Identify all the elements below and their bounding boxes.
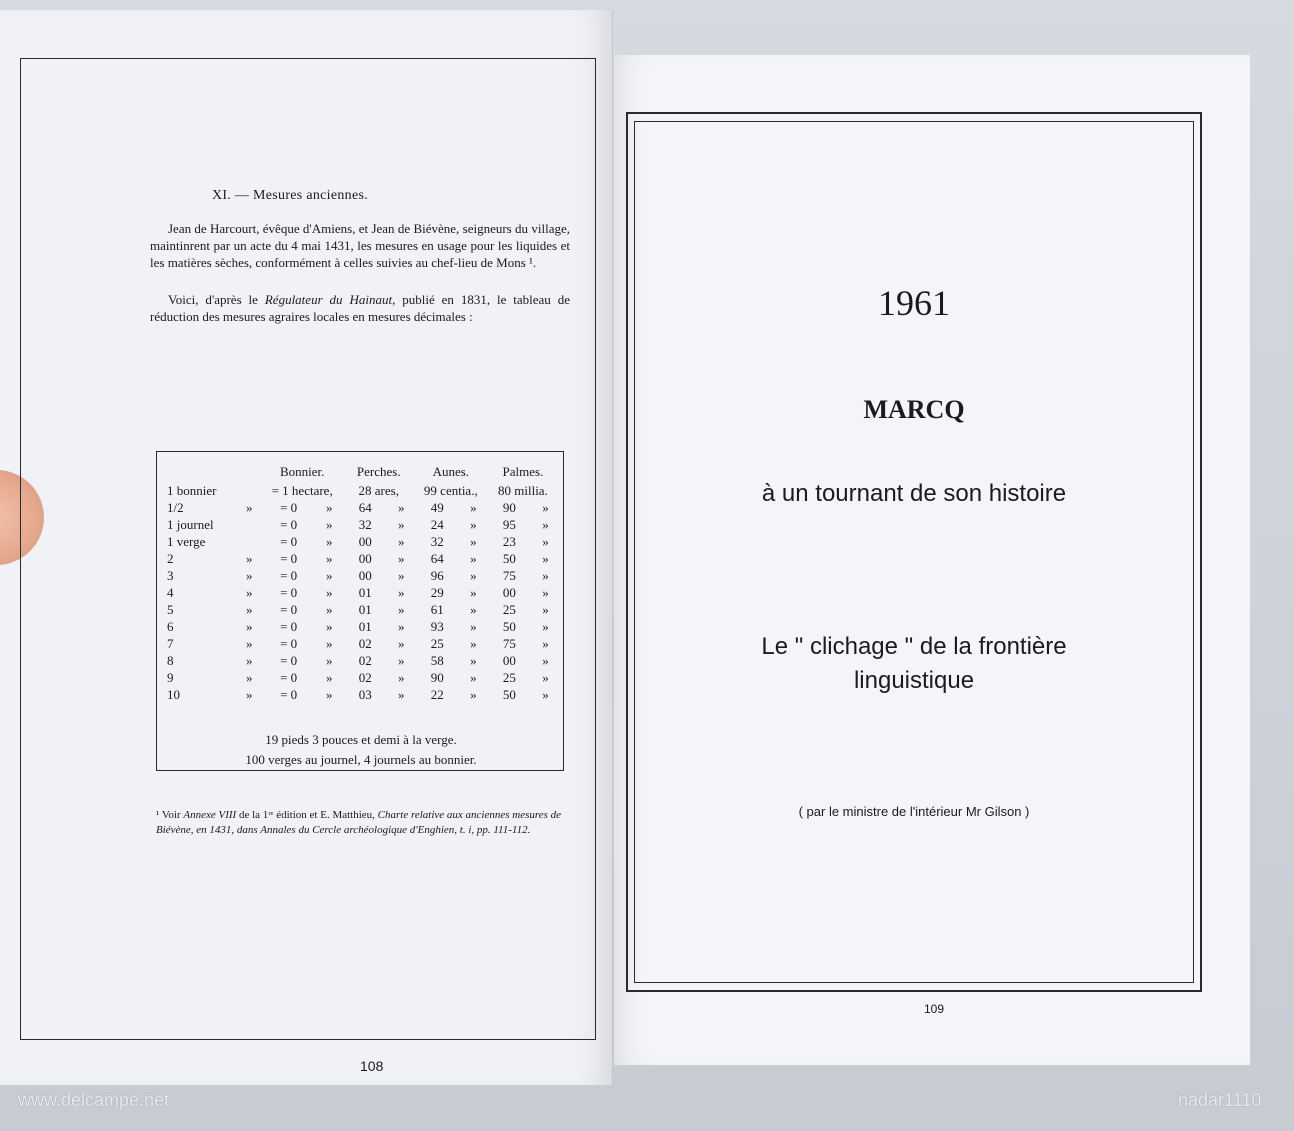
table-cell: » xyxy=(542,635,549,651)
table-row xyxy=(167,516,559,533)
table-cell: 28 ares, xyxy=(358,482,399,498)
table-cell xyxy=(237,533,262,550)
table-cell: 1 journel xyxy=(167,516,214,532)
table-cell: = 0 xyxy=(280,635,298,651)
table-cell: » xyxy=(398,567,405,583)
table-cell: » xyxy=(245,499,253,515)
table-cell: 50 xyxy=(502,618,516,634)
table-cell: » xyxy=(470,550,477,566)
paragraph-2 xyxy=(150,291,570,325)
table-cell: » xyxy=(245,652,253,668)
table-cell: 00 xyxy=(358,533,372,549)
table-cell: 8 xyxy=(167,652,174,668)
table-cell: 80 millia. xyxy=(498,482,548,498)
table-cell: = 0 xyxy=(280,567,298,583)
table-cell: » xyxy=(470,584,477,600)
table-cell: 3 xyxy=(167,567,174,583)
table-cell: = 0 xyxy=(280,499,298,515)
table-cell: 22 xyxy=(430,686,444,702)
year-title: 1961 xyxy=(878,283,950,323)
headline-line-2: linguistique xyxy=(853,667,975,694)
table-cell: » xyxy=(245,601,253,617)
table-cell: » xyxy=(542,533,549,549)
table-cell: 58 xyxy=(430,652,444,668)
table-cell: = 0 xyxy=(280,516,298,532)
footnote-part-e: Charte relative aux anciennes mesures de Biévène, en 1431, dans Annales du Cercle archéologique d'Enghien, t. i, pp. 111-112. xyxy=(156,809,562,836)
footnote xyxy=(156,808,566,838)
table-cell: 2 xyxy=(167,550,174,566)
table-cell: » xyxy=(325,652,333,668)
table-cell: 03 xyxy=(358,686,372,702)
table-cell: 49 xyxy=(430,499,444,515)
table-row xyxy=(167,669,559,686)
table-cell: » xyxy=(245,550,253,566)
table-cell: 00 xyxy=(502,652,516,668)
table-cell: 32 xyxy=(430,533,444,549)
table-cell: » xyxy=(398,635,405,651)
table-cell: » xyxy=(398,533,405,549)
table-header-aunes: Aunes. xyxy=(432,464,470,479)
table-cell: » xyxy=(542,686,549,702)
table-cell: » xyxy=(542,652,549,668)
page-number-right: 109 xyxy=(923,1002,945,1016)
table-cell: » xyxy=(325,686,333,702)
table-cell: » xyxy=(398,550,405,566)
table-cell: 29 xyxy=(430,584,444,600)
table-cell: = 0 xyxy=(280,669,298,685)
watermark-right: nadar1110 xyxy=(1178,1090,1262,1110)
table-cell: » xyxy=(470,533,477,549)
table-cell: » xyxy=(245,635,253,651)
table-cell: » xyxy=(542,601,549,617)
table-cell: » xyxy=(398,652,405,668)
headline xyxy=(634,630,1194,698)
table-cell: 25 xyxy=(502,601,516,617)
table-cell: » xyxy=(470,516,477,532)
table-cell: » xyxy=(325,584,333,600)
footnote-part-d: E. Matthieu, xyxy=(320,809,375,821)
table-cell: » xyxy=(325,533,333,549)
paragraph-2-italic: Régulateur du Hainaut xyxy=(264,292,393,307)
paragraph-1 xyxy=(150,220,570,271)
table-row xyxy=(167,686,559,703)
table-cell: 50 xyxy=(502,550,516,566)
table-cell: » xyxy=(470,652,477,668)
table-cell: » xyxy=(398,601,405,617)
table-notes xyxy=(157,730,565,770)
table-cell: » xyxy=(398,499,405,515)
table-cell: » xyxy=(542,567,549,583)
table-row xyxy=(167,550,559,567)
section-title: XI. — Mesures anciennes. xyxy=(211,188,369,203)
footnote-part-b: Annexe VIII xyxy=(183,809,237,821)
paragraph-2-text xyxy=(150,291,570,325)
subtitle: à un tournant de son histoire xyxy=(761,480,1067,507)
table-row xyxy=(167,499,559,516)
table-cell: » xyxy=(470,601,477,617)
table-cell: » xyxy=(245,584,253,600)
table-cell: 5 xyxy=(167,601,174,617)
table-header-palmes: Palmes. xyxy=(502,464,544,479)
table-cell: » xyxy=(542,669,549,685)
measures-table-box xyxy=(156,451,564,771)
headline-line-1: Le " clichage " de la frontière xyxy=(761,633,1067,660)
place-title: MARCQ xyxy=(863,395,965,424)
table-cell: » xyxy=(325,516,333,532)
table-cell: 00 xyxy=(358,550,372,566)
table-cell: = 0 xyxy=(280,584,298,600)
table-cell: 1 bonnier xyxy=(167,482,217,498)
footnote-part-c: de la 1ʳᵉ édition et xyxy=(236,809,321,821)
table-cell: » xyxy=(398,516,405,532)
table-cell: » xyxy=(398,584,405,600)
table-cell: 9 xyxy=(167,669,174,685)
table-cell: 99 centia., xyxy=(423,482,478,498)
table-cell: » xyxy=(470,686,477,702)
table-cell: » xyxy=(325,669,333,685)
table-cell: 7 xyxy=(167,635,174,651)
table-note-2: 100 verges au journel, 4 journels au bonnier. xyxy=(245,752,477,767)
table-cell: » xyxy=(470,669,477,685)
table-cell: » xyxy=(325,635,333,651)
table-header-perches: Perches. xyxy=(356,464,401,479)
table-row xyxy=(167,567,559,584)
table-cell: » xyxy=(542,550,549,566)
table-row xyxy=(167,635,559,652)
table-cell: = 0 xyxy=(280,550,298,566)
table-cell: = 0 xyxy=(280,686,298,702)
table-cell: 61 xyxy=(430,601,444,617)
table-cell: 75 xyxy=(502,567,516,583)
table-cell: » xyxy=(542,584,549,600)
watermark-left: www.delcampe.net xyxy=(18,1090,170,1110)
table-cell: = 0 xyxy=(280,618,298,634)
table-cell: 01 xyxy=(358,601,372,617)
table-cell: » xyxy=(245,669,253,685)
paragraph-2-part-a: Voici, d'après le xyxy=(168,292,265,307)
table-cell: 24 xyxy=(430,516,444,532)
table-cell: 1 verge xyxy=(167,533,206,549)
table-cell: 1/2 xyxy=(167,499,184,515)
table-cell: » xyxy=(470,635,477,651)
table-cell: » xyxy=(325,618,333,634)
table-cell: 90 xyxy=(430,669,444,685)
table-cell: 4 xyxy=(167,584,174,600)
measures-table xyxy=(167,462,559,703)
table-cell: 02 xyxy=(358,635,372,651)
table-cell: 23 xyxy=(502,533,516,549)
table-cell: 32 xyxy=(358,516,372,532)
table-cell: 02 xyxy=(358,669,372,685)
paragraph-2-part-b: , publié en 1831, le tableau de réduction des mesures agraires locales en mesures décimales : xyxy=(150,292,570,324)
table-cell: » xyxy=(325,550,333,566)
table-cell: » xyxy=(325,601,333,617)
table-cell: » xyxy=(470,499,477,515)
table-row xyxy=(167,533,559,550)
table-cell: 75 xyxy=(502,635,516,651)
table-cell: 64 xyxy=(358,499,372,515)
table-cell: = 0 xyxy=(280,652,298,668)
table-cell: 10 xyxy=(167,686,180,702)
right-page-frame-inner xyxy=(634,121,1194,983)
table-cell: » xyxy=(245,567,253,583)
table-cell: 00 xyxy=(358,567,372,583)
table-cell xyxy=(237,516,262,533)
table-cell: » xyxy=(245,686,253,702)
table-row xyxy=(167,584,559,601)
table-cell: » xyxy=(325,499,333,515)
table-cell: 00 xyxy=(502,584,516,600)
table-cell: » xyxy=(470,618,477,634)
table-row xyxy=(167,601,559,618)
credit-line: ( par le ministre de l'intérieur Mr Gilson ) xyxy=(798,804,1030,819)
table-header-bonnier: Bonnier. xyxy=(279,464,325,479)
footnote-part-a: ¹ Voir xyxy=(156,809,184,821)
table-cell: » xyxy=(470,567,477,583)
page-number-left: 108 xyxy=(360,1058,384,1074)
table-header-empty xyxy=(167,462,262,482)
table-cell: » xyxy=(542,618,549,634)
table-cell: 64 xyxy=(430,550,444,566)
table-cell: » xyxy=(245,618,253,634)
table-cell: = 0 xyxy=(280,533,298,549)
table-cell: 6 xyxy=(167,618,174,634)
table-cell: » xyxy=(542,516,549,532)
table-cell: » xyxy=(398,686,405,702)
table-cell: 02 xyxy=(358,652,372,668)
table-cell: 95 xyxy=(502,516,516,532)
table-cell: 93 xyxy=(430,618,444,634)
table-cell: 90 xyxy=(502,499,516,515)
table-header-row xyxy=(167,462,559,482)
table-row xyxy=(167,482,559,499)
table-row xyxy=(167,652,559,669)
table-cell: = 0 xyxy=(280,601,298,617)
table-cell: 25 xyxy=(430,635,444,651)
table-cell: » xyxy=(398,669,405,685)
table-note-1: 19 pieds 3 pouces et demi à la verge. xyxy=(265,732,457,747)
table-cell: 96 xyxy=(430,567,444,583)
table-row xyxy=(167,618,559,635)
table-cell: 01 xyxy=(358,584,372,600)
table-cell: = 1 hectare, xyxy=(271,482,333,498)
table-cell: » xyxy=(542,499,549,515)
table-cell: 01 xyxy=(358,618,372,634)
table-cell: 25 xyxy=(502,669,516,685)
paragraph-1-text: Jean de Harcourt, évêque d'Amiens, et Jean de Biévène, seigneurs du village, maintinrent par un acte du 4 mai 1431, les mesures en usage pour les liquides et les matières sèches, conformément à celles suivies au chef-lieu de Mons ¹. xyxy=(150,221,570,270)
table-cell: 50 xyxy=(502,686,516,702)
table-cell: » xyxy=(398,618,405,634)
table-cell: » xyxy=(325,567,333,583)
